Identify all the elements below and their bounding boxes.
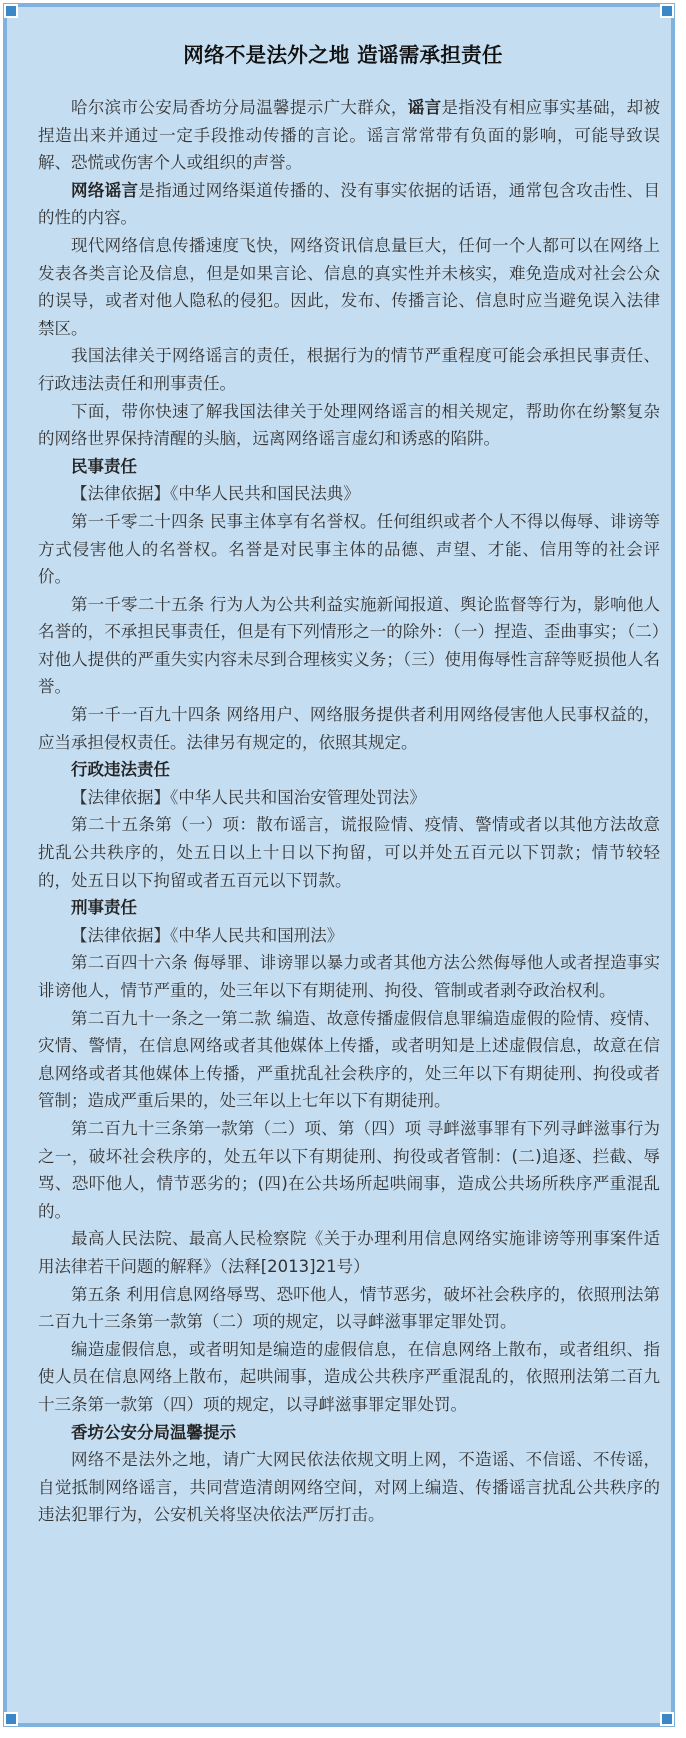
article-title: 网络不是法外之地 造谣需承担责任	[183, 43, 503, 67]
law-article: 第五条 利用信息网络辱骂、恐吓他人，情节恶劣，破坏社会秩序的，依照刑法第二百九十三条第一款第（二）项的规定，以寻衅滋事罪定罪处罚。	[38, 1284, 660, 1332]
section-heading-criminal: 刑事责任	[71, 898, 137, 918]
law-article: 第一千零二十四条 民事主体享有名誉权。任何组织或者个人不得以侮辱、诽谤等方式侵害他人的名誉权。名誉是对民事主体的品德、声望、才能、信用等的社会评价。	[38, 511, 660, 587]
term-online-rumor: 网络谣言	[71, 180, 139, 200]
definition-paragraph	[38, 177, 660, 232]
paragraph: 我国法律关于网络谣言的责任，根据行为的情节严重程度可能会承担民事责任、行政违法责任和刑事责任。	[38, 346, 660, 393]
section-heading-tip: 香坊公安分局温馨提示	[71, 1422, 236, 1442]
section-heading-civil: 民事责任	[71, 456, 137, 476]
legal-basis: 【法律依据】《中华人民共和国刑法》	[71, 925, 344, 945]
legal-basis: 【法律依据】《中华人民共和国民法典》	[71, 484, 360, 504]
definition-text: 是指通过网络渠道传播的、没有事实依据的话语，通常包含攻击性、目的性的内容。	[38, 180, 661, 228]
article-body	[38, 94, 660, 1529]
corner-decoration	[4, 1712, 18, 1726]
law-article: 第二百四十六条 侮辱罪、诽谤罪以暴力或者其他方法公然侮辱他人或者捏造事实诽谤他人，情节严重的，处三年以下有期徒刑、拘役、管制或者剥夺政治权利。	[38, 953, 660, 1000]
paragraph: 下面，带你快速了解我国法律关于处理网络谣言的相关规定，帮助你在纷繁复杂的网络世界保持清醒的头脑，远离网络谣言虚幻和诱惑的陷阱。	[38, 401, 660, 449]
law-article: 第二十五条第（一）项：散布谣言，谎报险情、疫情、警情或者以其他方法故意扰乱公共秩序的，处五日以上十日以下拘留，可以并处五百元以下罚款；情节较轻的，处五日以下拘留或者五百元以下罚款。	[38, 815, 660, 890]
law-article: 第一千一百九十四条 网络用户、网络服务提供者利用网络侵害他人民事权益的，应当承担侵权责任。法律另有规定的，依照其规定。	[38, 705, 660, 752]
legal-basis: 【法律依据】《中华人民共和国治安管理处罚法》	[71, 787, 426, 807]
corner-decoration	[660, 1712, 674, 1726]
corner-decoration	[4, 4, 18, 18]
intro-text: 是指没有相应事实基础，却被捏造出来并通过一定手段推动传播的言论。谣言常常带有负面的影响，可能导致误解、恐慌或伤害个人或组织的声誉。	[38, 98, 661, 173]
closing-paragraph: 网络不是法外之地，请广大网民依法依规文明上网，不造谣、不信谣、不传谣，自觉抵制网络谣言，共同营造清朗网络空间，对网上编造、传播谣言扰乱公共秩序的违法犯罪行为，公安机关将坚决依法严厉打击。	[38, 1450, 660, 1525]
law-article: 第二百九十一条之一第二款 编造、故意传播虚假信息罪编造虚假的险情、疫情、灾情、警情，在信息网络或者其他媒体上传播，或者明知是上述虚假信息，故意在信息网络或者其他媒体上传播，严重扰乱社会秩序的，处三年以下有期徒刑、拘役或者管制；造成严重后果的，处三年以上七年以下有期徒刑。	[38, 1008, 660, 1111]
term-rumor: 谣言	[407, 98, 442, 117]
paragraph: 现代网络信息传播速度飞快，网络资讯信息量巨大，任何一个人都可以在网络上发表各类言论及信息，但是如果言论、信息的真实性并未核实，难免造成对社会公众的误导，或者对他人隐私的侵犯。因此，发布、传播言论、信息时应当避免误入法律禁区。	[38, 235, 660, 338]
section-heading-administrative: 行政违法责任	[71, 760, 170, 780]
law-article: 编造虚假信息，或者明知是编造的虚假信息，在信息网络上散布，或者组织、指使人员在信息网络上散布，起哄闹事，造成公共秩序严重混乱的，依照刑法第二百九十三条第一款第（四）项的规定，以寻衅滋事罪定罪处罚。	[38, 1339, 660, 1414]
judicial-interpretation: 最高人民法院、最高人民检察院《关于办理利用信息网络实施诽谤等刑事案件适用法律若干问题的解释》（法释[2013]21号）	[38, 1229, 660, 1276]
corner-decoration	[660, 4, 674, 18]
law-article: 第一千零二十五条 行为人为公共利益实施新闻报道、舆论监督等行为，影响他人名誉的，不承担民事责任，但是有下列情形之一的除外：（一）捏造、歪曲事实；（二）对他人提供的严重失实内容未尽到合理核实义务；（三）使用侮辱性言辞等贬损他人名誉。	[38, 594, 660, 697]
intro-paragraph	[38, 94, 660, 177]
law-article: 第二百九十三条第一款第（二）项、第（四）项 寻衅滋事罪有下列寻衅滋事行为之一，破坏社会秩序的，处五年以下有期徒刑、拘役或者管制：(二)追逐、拦截、辱骂、恐吓他人，情节恶劣的；(四)在公共场所起哄闹事，造成公共场所秩序严重混乱的。	[38, 1118, 660, 1221]
intro-text: 哈尔滨市公安局香坊分局温馨提示广大群众，	[71, 98, 408, 117]
